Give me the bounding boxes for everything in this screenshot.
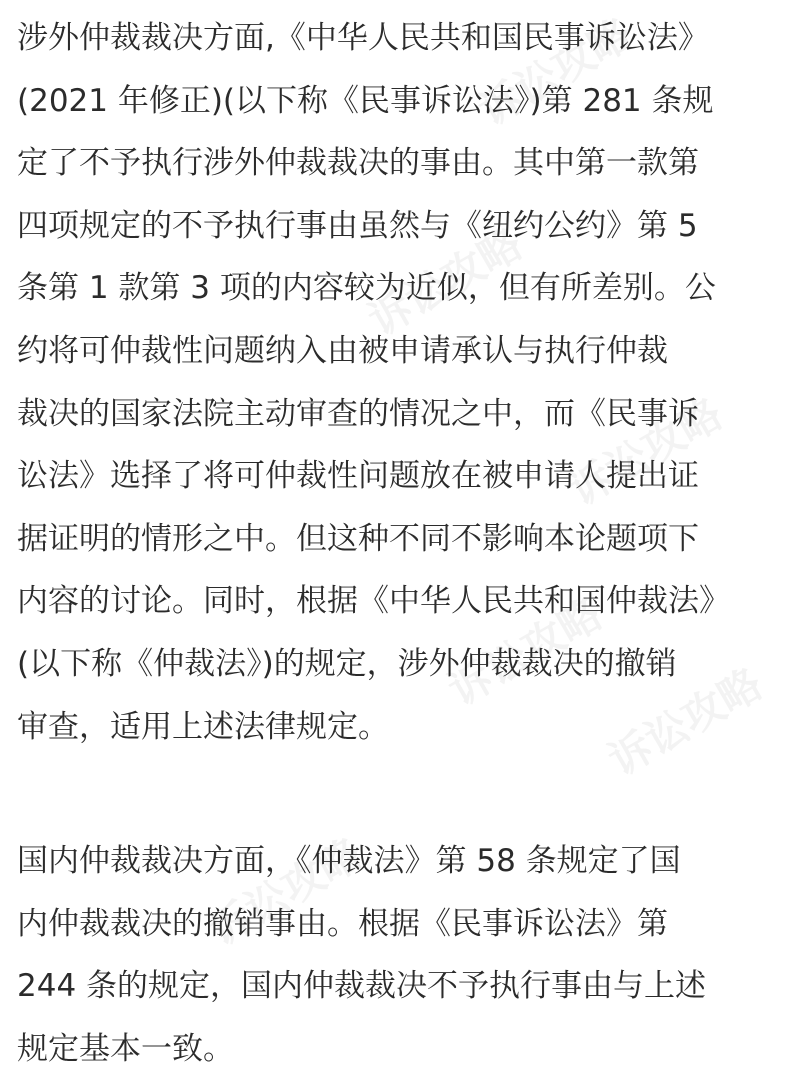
text-line: 国内仲裁裁决方面，《仲裁法》第 58 条规定了国 (17, 843, 681, 880)
watermark: 诉讼攻略 (440, 588, 611, 716)
text-line: 讼法》选择了将可仲裁性问题放在被申请人提出证 (17, 458, 699, 495)
text-line: 内容的讨论。同时，根据《中华人民共和国仲裁法》 (17, 583, 730, 620)
text-line: 裁决的国家法院主动审查的情况之中，而《民事诉 (17, 395, 699, 432)
watermark: 诉讼攻略 (600, 658, 771, 786)
text-line: 审查，适用上述法律规定。 (17, 708, 389, 745)
watermark: 诉讼攻略 (360, 218, 531, 346)
text-line: 规定基本一致。 (17, 1030, 234, 1067)
text-line: 据证明的情形之中。但这种不同不影响本论题项下 (17, 520, 699, 557)
text-line: 条第 1 款第 3 项的内容较为近似，但有所差别。公 (17, 270, 716, 307)
watermark: 诉讼攻略 (470, 8, 641, 136)
text-line: 涉外仲裁裁决方面,《中华人民共和国民事诉讼法》 (17, 20, 709, 56)
paragraph-spacer (17, 758, 800, 830)
article-body (17, 0, 800, 1081)
text-line: 定了不予执行涉外仲裁裁决的事由。其中第一款第 (17, 145, 699, 182)
watermark: 诉讼攻略 (560, 388, 731, 516)
text-line: 四项规定的不予执行事由虽然与《纽约公约》第 5 (17, 207, 698, 244)
text-line: 244 条的规定，国内仲裁裁决不予执行事由与上述 (17, 968, 707, 1005)
text-line: (2021 年修正)(以下称《民事诉讼法》)第 281 条规 (17, 82, 714, 119)
text-line: 约将可仲裁性问题纳入由被申请承认与执行仲裁 (17, 332, 668, 369)
paragraph-foreign-arbitration (17, 7, 800, 758)
text-line: 内仲裁裁决的撤销事由。根据《民事诉讼法》第 (17, 905, 668, 942)
watermark: 诉讼攻略 (200, 828, 371, 956)
paragraph-domestic-arbitration (17, 830, 800, 1080)
text-line: (以下称《仲裁法》)的规定，涉外仲裁裁决的撤销 (17, 645, 677, 682)
